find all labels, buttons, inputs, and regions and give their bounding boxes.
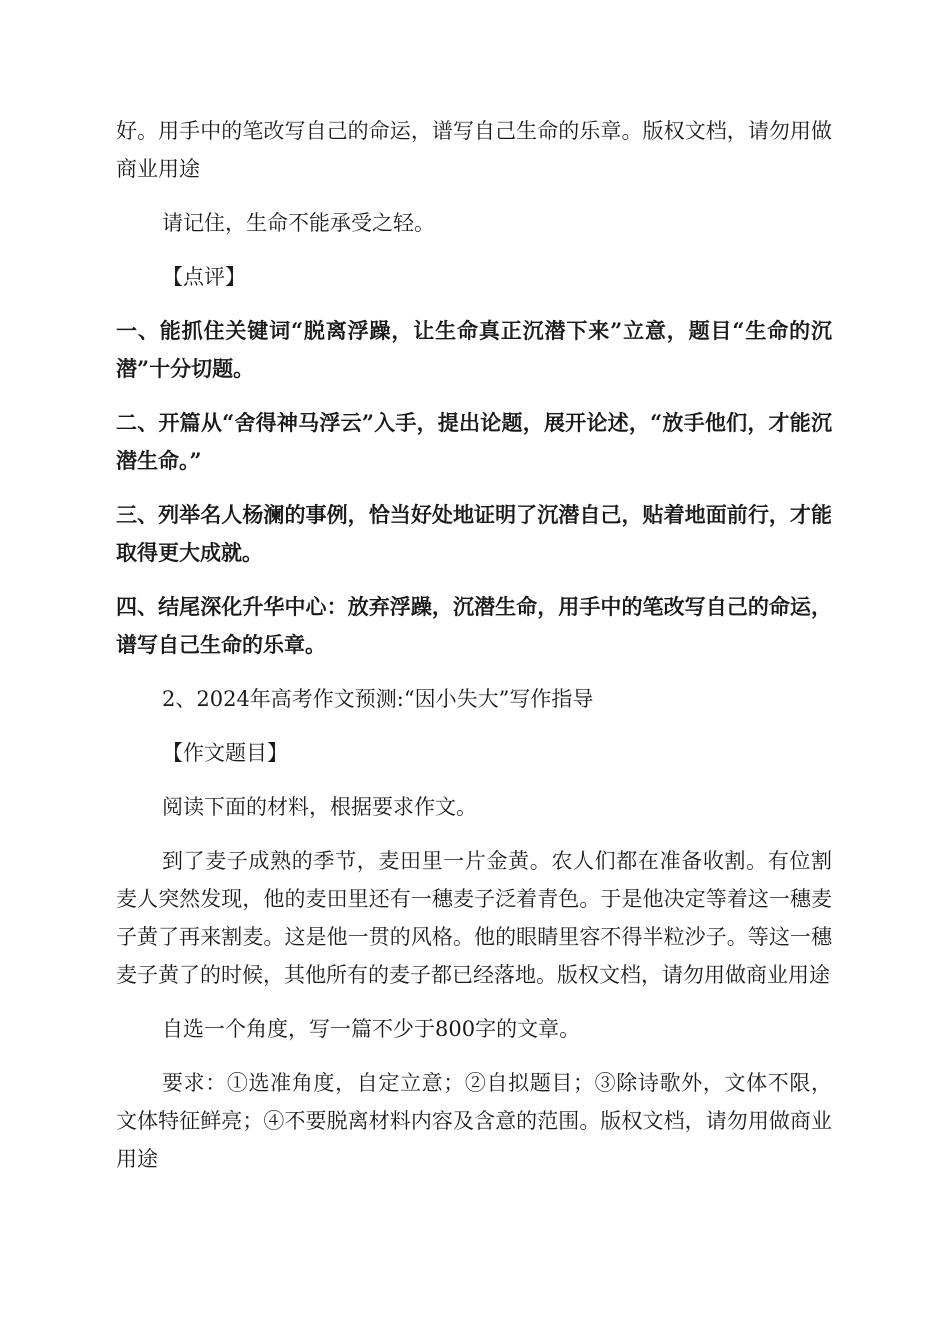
instruction-paragraph: 阅读下面的材料，根据要求作文。 — [162, 795, 477, 819]
paragraph-continuation: 好。用手中的笔改写自己的命运，谱写自己生命的乐章。版权文档，请勿用做商业用途 — [116, 119, 832, 181]
section-title: 2、2024年高考作文预测:“因小失大”写作指导 — [162, 687, 594, 711]
comment-point-3: 三、列举名人杨澜的事例，恰当好处地证明了沉潜自己，贴着地面前行，才能取得更大成就。 — [116, 502, 832, 565]
material-paragraph: 到了麦子成熟的季节，麦田里一片金黄。农人们都在准备收割。有位割麦人突然发现，他的麦田里还有一穗麦子泛着青色。于是他决定等着这一穗麦子黄了再来割麦。这是他一贯的风格。他的眼睛里容不得半粒沙子。等这一穗麦子黄了的时候，其他所有的麦子都已经落地。版权文档，请勿用做商业用途 — [116, 849, 832, 987]
paragraph-remember: 请记住，生命不能承受之轻。 — [162, 211, 435, 235]
comment-point-1: 一、能抓住关键词“脱离浮躁，让生命真正沉潜下来”立意，题目“生命的沉潜”十分切题。 — [116, 318, 832, 381]
essay-topic-heading: 【作文题目】 — [162, 741, 288, 765]
requirements-paragraph: 要求：①选准角度，自定立意；②自拟题目；③除诗歌外，文体不限，文体特征鲜亮；④不要脱离材料内容及含意的范围。版权文档，请勿用做商业用途 — [116, 1071, 832, 1171]
document-page — [116, 112, 832, 1178]
comment-point-2: 二、开篇从“舍得神马浮云”入手，提出论题，展开论述，“放手他们，才能沉潜生命。” — [116, 410, 832, 473]
comment-point-4: 四、结尾深化升华中心：放弃浮躁，沉潜生命，用手中的笔改写自己的命运，谱写自己生命的乐章。 — [116, 594, 832, 657]
word-count-paragraph: 自选一个角度，写一篇不少于800字的文章。 — [162, 1017, 581, 1041]
comment-heading: 【点评】 — [162, 265, 246, 289]
